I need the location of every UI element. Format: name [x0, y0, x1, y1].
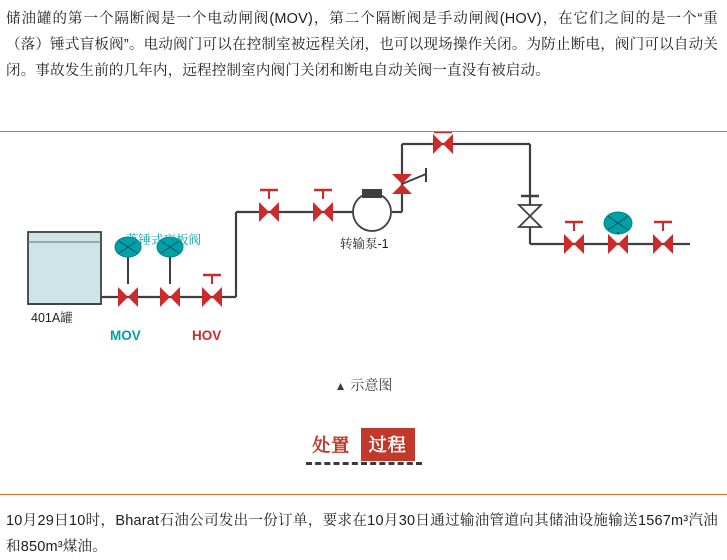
transfer-pump: [353, 189, 391, 231]
schematic-diagram: [0, 132, 727, 402]
valve-right-3: [653, 222, 673, 254]
schematic-svg: [0, 132, 727, 402]
tank-label: 401A罐: [31, 311, 73, 325]
valve-suction-2: [313, 190, 333, 222]
valve-hov: [202, 275, 222, 307]
divider-bottom: [0, 494, 727, 495]
valve-discharge: [392, 168, 426, 194]
top-paragraph: 储油罐的第一个隔断阀是一个电动闸阀(MOV)，第二个隔断阀是手动闸阀(HOV)，在它们之间的是一个“重（落）锤式盲板阀”。电动阀门可以在控制室被远程关闭，也可以现场操作关闭。为防止断电，阀门可以自动关闭。事故发生前的几年内，远程控制室内阀门关闭和断电自动关阀一直没有被启动。: [6, 11, 718, 79]
hammer-valve-label: 落锤式盲板阀: [126, 233, 202, 247]
figure-caption: [0, 375, 727, 395]
mov-label: MOV: [110, 328, 141, 343]
section-heading-part2: 过程: [361, 428, 415, 461]
triangle-marker-icon: ▲: [334, 379, 347, 393]
pipe-network: [101, 144, 690, 297]
section-heading-inner: [312, 428, 414, 461]
hov-label: HOV: [192, 328, 222, 343]
valve-right-1: [564, 222, 584, 254]
valve-right-2-motorized: [604, 212, 632, 254]
section-heading-underline: [306, 462, 422, 465]
valve-suction-1: [259, 190, 279, 222]
figure-caption-text: 示意图: [350, 377, 393, 393]
valve-right-downcomer: [519, 196, 541, 227]
section-heading-part1: 处置: [312, 435, 351, 456]
bottom-paragraph: 10月29日10时，Bharat石油公司发出一份订单，要求在10月30日通过输油管道向其储油设施输送1567m³汽油和850m³煤油。: [6, 513, 718, 555]
pump-label: 转输泵-1: [340, 237, 389, 251]
section-heading: [0, 428, 727, 461]
storage-tank: [28, 232, 101, 304]
